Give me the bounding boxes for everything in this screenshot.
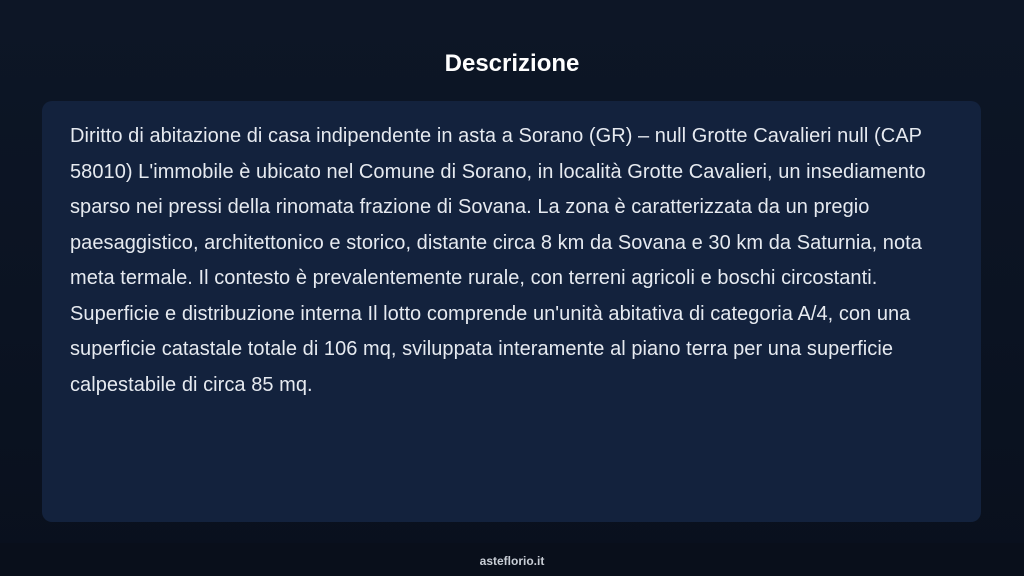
description-text: Diritto di abitazione di casa indipendente in asta a Sorano (GR) – null Grotte Cavalieri null (CAP 58010) L'immobile è ubicato nel Comune di Sorano, in località Grotte Cavalieri, un insediamento sparso nei pressi della rinomata frazione di Sovana. La zona è caratterizzata da un pregio paesaggistico, architettonico e storico, distante circa 8 km da Sovana e 30 km da Saturnia, nota meta termale. Il contesto è prevalentemente rurale, con terreni agricoli e boschi circostanti. Superficie e distribuzione interna Il lotto comprende un'unità abitativa di categoria A/4, con una superficie catastale totale di 106 mq, sviluppata interamente al piano terra per una superficie calpestabile di circa 85 mq. bbox=[70, 125, 926, 396]
description-card bbox=[42, 101, 981, 522]
page-title: Descrizione bbox=[444, 50, 580, 77]
footer-site-label: asteflorio.it bbox=[479, 554, 545, 568]
